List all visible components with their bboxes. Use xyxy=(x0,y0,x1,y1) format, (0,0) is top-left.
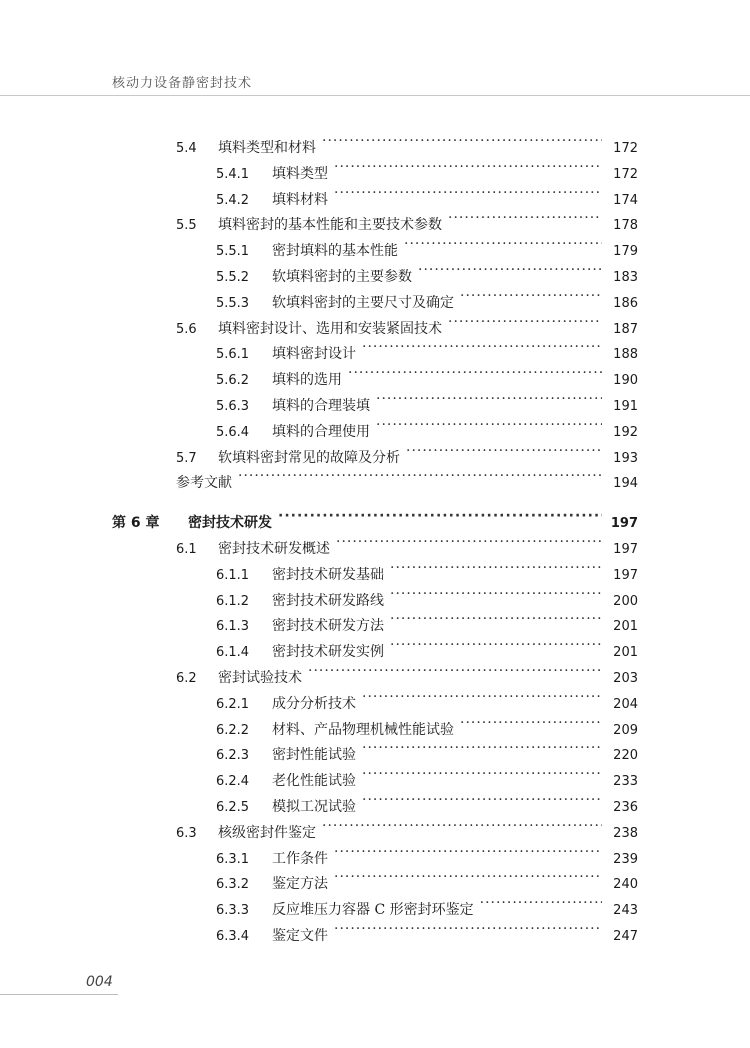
toc-section-title: 反应堆压力容器 C 形密封环鉴定 xyxy=(272,902,474,919)
toc-row[interactable] xyxy=(216,892,638,919)
toc-dot-leader xyxy=(362,763,602,785)
toc-section-title: 密封技术研发概述 xyxy=(218,541,330,557)
toc-section-title: 密封性能试验 xyxy=(272,747,356,764)
toc-dot-leader xyxy=(308,660,602,682)
toc-section-number: 5.5.3 xyxy=(216,295,250,311)
toc-section-title: 填料密封设计、选用和安装紧固技术 xyxy=(218,320,442,337)
toc-page-number: 183 xyxy=(613,270,638,285)
toc-dot-leader xyxy=(334,866,602,888)
toc-section-title: 模拟工况试验 xyxy=(272,799,356,815)
toc-section-title: 填料类型和材料 xyxy=(218,140,316,156)
toc-row[interactable] xyxy=(216,388,638,414)
toc-page-number: 178 xyxy=(613,218,638,234)
toc-section-number: 5.5.2 xyxy=(216,270,250,285)
toc-section-number: 5.4.1 xyxy=(216,166,250,182)
toc-dot-leader xyxy=(334,918,602,940)
toc-section-title: 鉴定方法 xyxy=(272,876,328,893)
toc-page-number: 209 xyxy=(613,722,638,738)
toc-section-number: 6.1 xyxy=(176,542,197,557)
toc-section-number: 6.1.1 xyxy=(216,567,250,583)
page-number: 004 xyxy=(86,974,113,990)
toc-page-number: 197 xyxy=(613,567,638,583)
toc-row[interactable] xyxy=(216,233,638,260)
toc-page-number: 201 xyxy=(613,619,638,635)
toc-section-number: 5.5.1 xyxy=(216,244,250,260)
toc-section-title: 参考文献 xyxy=(176,475,232,492)
toc-dot-leader xyxy=(404,233,602,255)
toc-section-title: 密封技术研发方法 xyxy=(272,618,384,635)
toc-section-number: 5.6.3 xyxy=(216,399,250,414)
toc-row[interactable] xyxy=(176,531,638,557)
toc-section-number: 6.2.4 xyxy=(216,774,250,790)
toc-section-title: 软填料密封的主要尺寸及确定 xyxy=(272,294,454,311)
toc-section-title: 填料材料 xyxy=(272,191,328,208)
toc-dot-leader xyxy=(448,311,602,333)
toc-row[interactable] xyxy=(216,763,638,790)
toc-section-number: 6.3.2 xyxy=(216,877,250,893)
toc-row[interactable] xyxy=(216,182,638,208)
toc-section-number: 6.1.4 xyxy=(216,645,250,661)
toc-section-number: 5.6.4 xyxy=(216,424,250,440)
toc-dot-leader xyxy=(460,285,602,307)
toc-row[interactable] xyxy=(216,259,638,285)
toc-dot-leader xyxy=(348,362,602,384)
toc-dot-leader xyxy=(362,789,602,811)
toc-row[interactable] xyxy=(216,414,638,440)
toc-section-number: 5.6.1 xyxy=(216,347,250,363)
toc-row[interactable] xyxy=(176,311,638,337)
toc-page-number: 200 xyxy=(613,593,638,609)
toc-page-number: 238 xyxy=(613,825,638,841)
toc-row[interactable] xyxy=(176,465,638,492)
toc-page-number: 197 xyxy=(613,542,638,557)
toc-dot-leader xyxy=(406,440,602,462)
toc-page-number: 193 xyxy=(613,450,638,466)
toc-row[interactable] xyxy=(176,130,638,156)
toc-section-number: 5.6 xyxy=(176,321,197,337)
toc-section-title: 填料的选用 xyxy=(272,372,342,389)
toc-section-number: 6.2.3 xyxy=(216,748,250,764)
toc-page-number: 197 xyxy=(610,516,638,532)
toc-page-number: 194 xyxy=(613,476,638,492)
toc-row[interactable] xyxy=(216,583,638,609)
toc-dot-leader xyxy=(362,336,602,358)
toc-dot-leader xyxy=(238,465,602,487)
toc-section-number: 6.3.4 xyxy=(216,929,250,944)
toc-page-number: 190 xyxy=(613,373,638,389)
toc-dot-leader xyxy=(334,182,602,204)
toc-section-number: 6.3.3 xyxy=(216,903,250,919)
toc-page-number: 239 xyxy=(613,851,638,867)
toc-page-number: 187 xyxy=(613,321,638,337)
toc-dot-leader xyxy=(362,686,602,708)
toc-row[interactable] xyxy=(216,634,638,661)
toc-page-number: 174 xyxy=(613,192,638,208)
toc-section-title: 密封技术研发路线 xyxy=(272,592,384,609)
toc-dot-leader xyxy=(278,505,602,527)
toc-section-number: 5.4.2 xyxy=(216,192,250,208)
toc-section-title: 密封技术研发基础 xyxy=(272,566,384,583)
toc-row[interactable] xyxy=(216,608,638,635)
toc-section-title: 密封技术研发 xyxy=(188,515,272,532)
toc-page-number: 203 xyxy=(613,671,638,686)
toc-page-number: 233 xyxy=(613,774,638,790)
toc-section-title: 密封试验技术 xyxy=(218,670,302,686)
toc-dot-leader xyxy=(390,634,602,656)
toc-dot-leader xyxy=(322,130,602,152)
toc-section-title: 填料密封的基本性能和主要技术参数 xyxy=(218,217,442,234)
footer-divider xyxy=(0,994,118,995)
toc-dot-leader xyxy=(480,892,602,914)
toc-row[interactable] xyxy=(216,336,638,363)
toc-row[interactable] xyxy=(216,557,638,583)
toc-page-number: 172 xyxy=(613,141,638,156)
toc-dot-leader xyxy=(390,608,602,630)
toc-page-number: 236 xyxy=(613,800,638,815)
toc-dot-leader xyxy=(376,414,602,436)
toc-page-number: 188 xyxy=(613,347,638,363)
toc-section-number: 第 6 章 xyxy=(112,515,160,532)
toc-section-title: 材料、产品物理机械性能试验 xyxy=(272,721,454,738)
page-header xyxy=(0,0,750,96)
toc-section-number: 5.7 xyxy=(176,450,197,466)
toc-section-title: 密封填料的基本性能 xyxy=(272,243,398,260)
toc-page-number: 240 xyxy=(613,877,638,893)
toc-dot-leader xyxy=(322,815,602,837)
toc-section-title: 软填料密封常见的故障及分析 xyxy=(218,449,400,466)
toc-section-number: 6.2 xyxy=(176,671,197,686)
toc-row[interactable] xyxy=(176,440,638,466)
toc-page-number: 191 xyxy=(613,399,638,414)
toc-dot-leader xyxy=(362,737,602,759)
toc-section-title: 填料类型 xyxy=(272,165,328,182)
toc-row[interactable] xyxy=(216,712,638,738)
toc-section-number: 6.2.2 xyxy=(216,722,250,738)
toc-section-number: 5.4 xyxy=(176,141,197,156)
toc-section-number: 6.2.5 xyxy=(216,800,250,815)
toc-row[interactable] xyxy=(176,207,638,234)
toc-section-number: 6.1.2 xyxy=(216,593,250,609)
toc-page-number: 220 xyxy=(613,748,638,764)
toc-section-title: 核级密封件鉴定 xyxy=(218,824,316,841)
toc-dot-leader xyxy=(336,531,602,553)
toc-dot-leader xyxy=(390,583,602,605)
toc-section-title: 老化性能试验 xyxy=(272,773,356,790)
toc-section-title: 工作条件 xyxy=(272,850,328,867)
toc-chapter-row[interactable] xyxy=(112,505,638,532)
toc-dot-leader xyxy=(334,156,602,178)
toc-page-number: 243 xyxy=(613,903,638,919)
toc-section-title: 软填料密封的主要参数 xyxy=(272,269,412,285)
toc-section-title: 成分分析技术 xyxy=(272,695,356,712)
toc-section-number: 6.3.1 xyxy=(216,851,250,867)
toc-page-number: 172 xyxy=(613,166,638,182)
toc-page-number: 192 xyxy=(613,424,638,440)
toc-page-number: 204 xyxy=(613,696,638,712)
toc-dot-leader xyxy=(418,259,602,281)
toc-row[interactable] xyxy=(176,815,638,841)
toc-page-number: 201 xyxy=(613,645,638,661)
toc-row[interactable] xyxy=(216,866,638,893)
toc-section-title: 填料的合理使用 xyxy=(272,423,370,440)
toc-row[interactable] xyxy=(216,841,638,867)
toc-dot-leader xyxy=(448,207,602,229)
toc-section-title: 鉴定文件 xyxy=(272,928,328,944)
toc-section-number: 5.6.2 xyxy=(216,373,250,389)
toc-section-title: 填料密封设计 xyxy=(272,346,356,363)
toc-row[interactable] xyxy=(176,660,638,686)
toc-section-title: 填料的合理装填 xyxy=(272,398,370,414)
toc-page-number: 186 xyxy=(613,295,638,311)
toc-row[interactable] xyxy=(216,918,638,944)
toc-row[interactable] xyxy=(216,686,638,712)
toc-section-number: 6.2.1 xyxy=(216,696,250,712)
toc-row[interactable] xyxy=(216,156,638,182)
toc-dot-leader xyxy=(334,841,602,863)
toc-row[interactable] xyxy=(216,285,638,311)
toc-row[interactable] xyxy=(216,737,638,764)
toc-page-number: 179 xyxy=(613,244,638,260)
toc-section-number: 5.5 xyxy=(176,218,197,234)
toc-dot-leader xyxy=(460,712,602,734)
toc-section-title: 密封技术研发实例 xyxy=(272,644,384,661)
toc-row[interactable] xyxy=(216,789,638,815)
toc-section-number: 6.3 xyxy=(176,825,197,841)
book-title: 核动力设备静密封技术 xyxy=(112,76,253,91)
toc-dot-leader xyxy=(376,388,602,410)
toc-row[interactable] xyxy=(216,362,638,389)
toc-page-number: 247 xyxy=(613,929,638,944)
toc-dot-leader xyxy=(390,557,602,579)
toc-section-number: 6.1.3 xyxy=(216,619,250,635)
